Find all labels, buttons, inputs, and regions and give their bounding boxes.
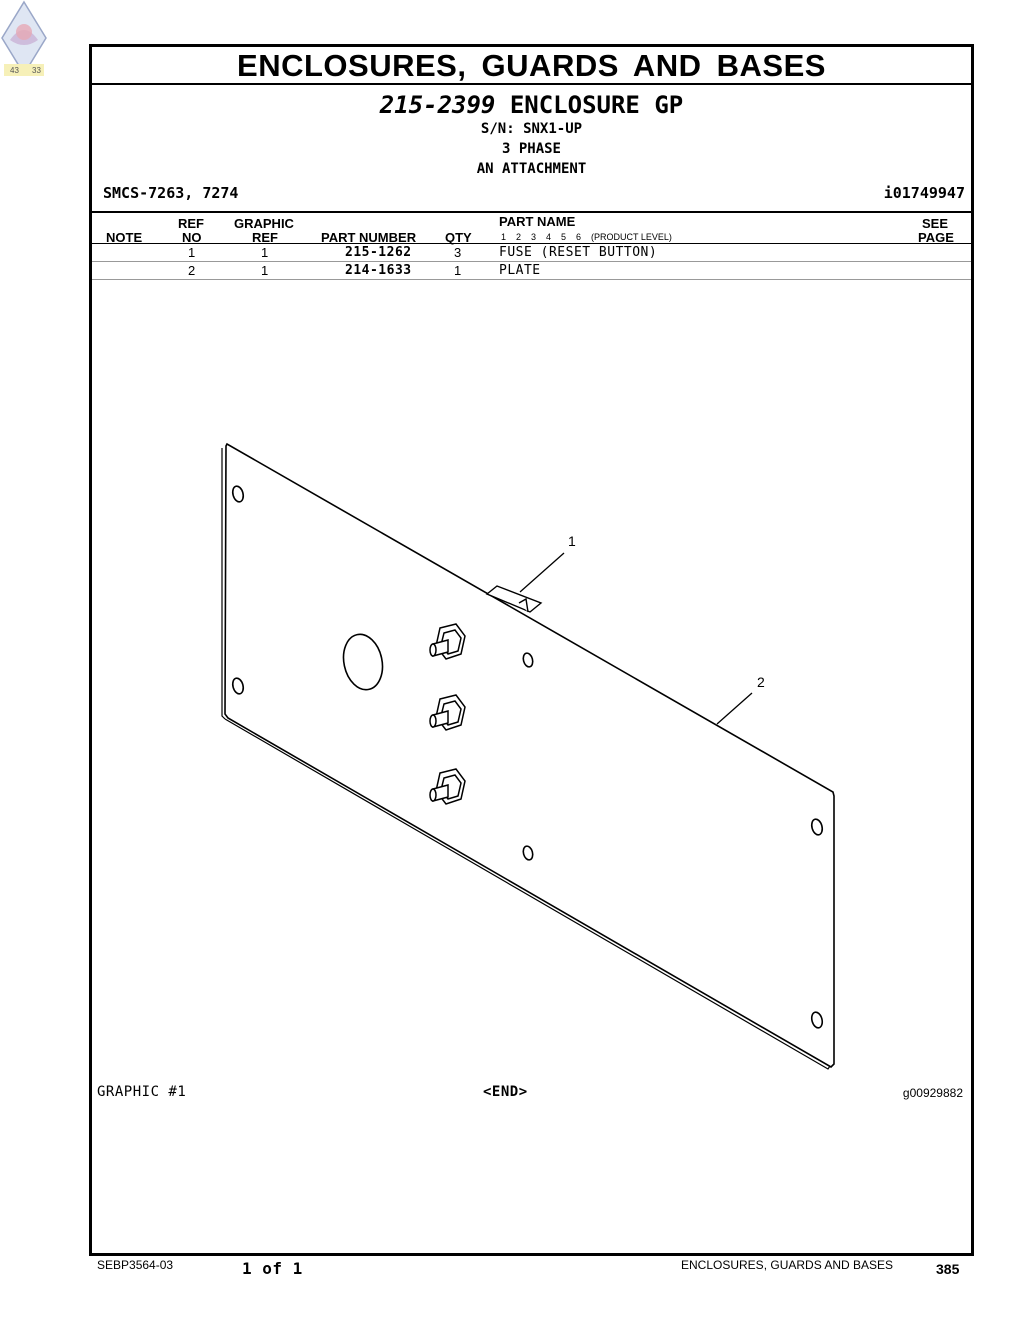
row-ref-no: 2 xyxy=(188,263,196,278)
col-ref-bottom: NO xyxy=(182,230,202,245)
page-title: ENCLOSURES, GUARDS AND BASES xyxy=(92,47,971,85)
round-cutout xyxy=(339,631,388,694)
row-graphic-ref: 1 xyxy=(261,245,269,260)
mounting-hole xyxy=(231,677,245,695)
col-see-bottom: PAGE xyxy=(918,230,954,245)
row-graphic-ref: 1 xyxy=(261,263,269,278)
col-product-levels: 1 2 3 4 5 6 (PRODUCT LEVEL) xyxy=(501,232,672,242)
fuse-reset-button xyxy=(430,769,465,804)
page-count: 1 of 1 xyxy=(242,1259,303,1278)
fuse-reset-button xyxy=(430,624,465,659)
serial-number: S/N: SNX1-UP xyxy=(480,121,583,137)
footer-section: ENCLOSURES, GUARDS AND BASES xyxy=(681,1258,894,1272)
graphic-label: GRAPHIC #1 xyxy=(97,1084,187,1100)
callout-2: 2 xyxy=(757,674,765,690)
col-graphic-top: GRAPHIC xyxy=(234,216,294,231)
graphic-id: g00929882 xyxy=(902,1086,963,1100)
row-ref-no: 1 xyxy=(188,245,196,260)
row-part-name: FUSE (RESET BUTTON) xyxy=(499,245,658,260)
col-qty: QTY xyxy=(445,230,472,245)
leader-line-1 xyxy=(520,553,564,592)
col-note: NOTE xyxy=(106,230,143,245)
end-marker: <END> xyxy=(483,1084,528,1100)
smcs-code: SMCS-7263, 7274 xyxy=(103,184,239,202)
row-part-number: 215-1262 xyxy=(345,245,412,260)
mounting-hole xyxy=(522,652,534,668)
phase-line: 3 PHASE xyxy=(501,141,561,157)
plate-outline xyxy=(225,444,834,1067)
logo-left-number: 43 xyxy=(10,66,19,75)
row-part-number: 214-1633 xyxy=(345,263,412,278)
mounting-hole xyxy=(522,845,534,861)
col-ref-top: REF xyxy=(178,216,204,231)
group-name: ENCLOSURE GP xyxy=(509,91,684,119)
page-number: 385 xyxy=(936,1261,960,1277)
col-see-top: SEE xyxy=(922,216,949,231)
col-part-number: PART NUMBER xyxy=(321,230,417,245)
row-qty: 1 xyxy=(454,263,462,278)
group-number: 215-2399 xyxy=(379,91,496,119)
doc-id: SEBP3564-03 xyxy=(97,1258,174,1272)
logo-right-number: 33 xyxy=(32,66,41,75)
attachment-line: AN ATTACHMENT xyxy=(476,161,587,177)
mounting-hole xyxy=(810,1011,824,1029)
col-graphic-bottom: REF xyxy=(252,230,278,245)
row-qty: 3 xyxy=(454,245,462,260)
illustration-id: i01749947 xyxy=(883,184,965,202)
fuse-reset-button xyxy=(430,695,465,730)
callout-1: 1 xyxy=(568,533,576,549)
row-part-name: PLATE xyxy=(499,263,541,278)
col-part-name: PART NAME xyxy=(499,214,576,229)
mounting-hole xyxy=(231,485,245,503)
leader-line-2 xyxy=(717,693,752,724)
mounting-hole xyxy=(810,818,824,836)
